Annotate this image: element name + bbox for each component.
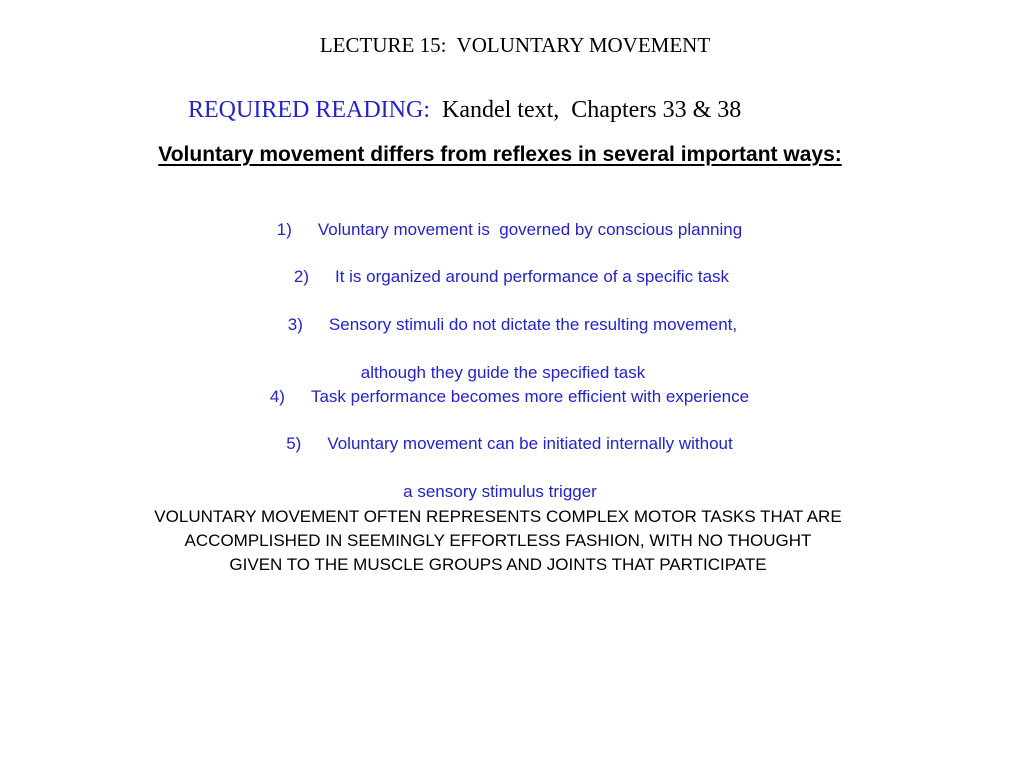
summary-line: ACCOMPLISHED IN SEEMINGLY EFFORTLESS FASHION, WITH NO THOUGHT <box>184 531 812 550</box>
required-reading-text: Kandel text, Chapters 33 & 38 <box>429 97 742 123</box>
lecture-title: LECTURE 15: VOLUNTARY MOVEMENT <box>319 33 711 57</box>
list-item-text: Task performance becomes more efficient with experience <box>310 387 750 406</box>
list-item-text: Voluntary movement can be initiated internally without <box>327 434 733 453</box>
list-item-continuation: although they guide the specified task <box>360 363 646 382</box>
list-item-text: It is organized around performance of a specific task <box>334 267 730 286</box>
required-reading <box>164 70 741 151</box>
list-item-number: 4) <box>269 387 285 406</box>
list-item-number: 5) <box>286 434 302 453</box>
section-heading <box>0 143 1000 167</box>
summary-line: VOLUNTARY MOVEMENT OFTEN REPRESENTS COMPLEX MOTOR TASKS THAT ARE <box>154 507 842 526</box>
list-item-number: 3) <box>287 315 303 334</box>
required-reading-label: REQUIRED READING: <box>188 97 430 123</box>
list-item-number: 2) <box>293 267 309 286</box>
summary-line: GIVEN TO THE MUSCLE GROUPS AND JOINTS THAT PARTICIPATE <box>229 555 767 574</box>
list-item-text: Sensory stimuli do not dictate the resulting movement, <box>328 315 738 334</box>
summary-paragraph <box>0 505 996 577</box>
section-heading-text: Voluntary movement differs from reflexes in several important ways: <box>158 143 842 166</box>
list-item-number: 1) <box>276 220 292 239</box>
list-item-continuation: a sensory stimulus trigger <box>403 482 597 501</box>
list-item-text: Voluntary movement is governed by conscious planning <box>317 220 743 239</box>
